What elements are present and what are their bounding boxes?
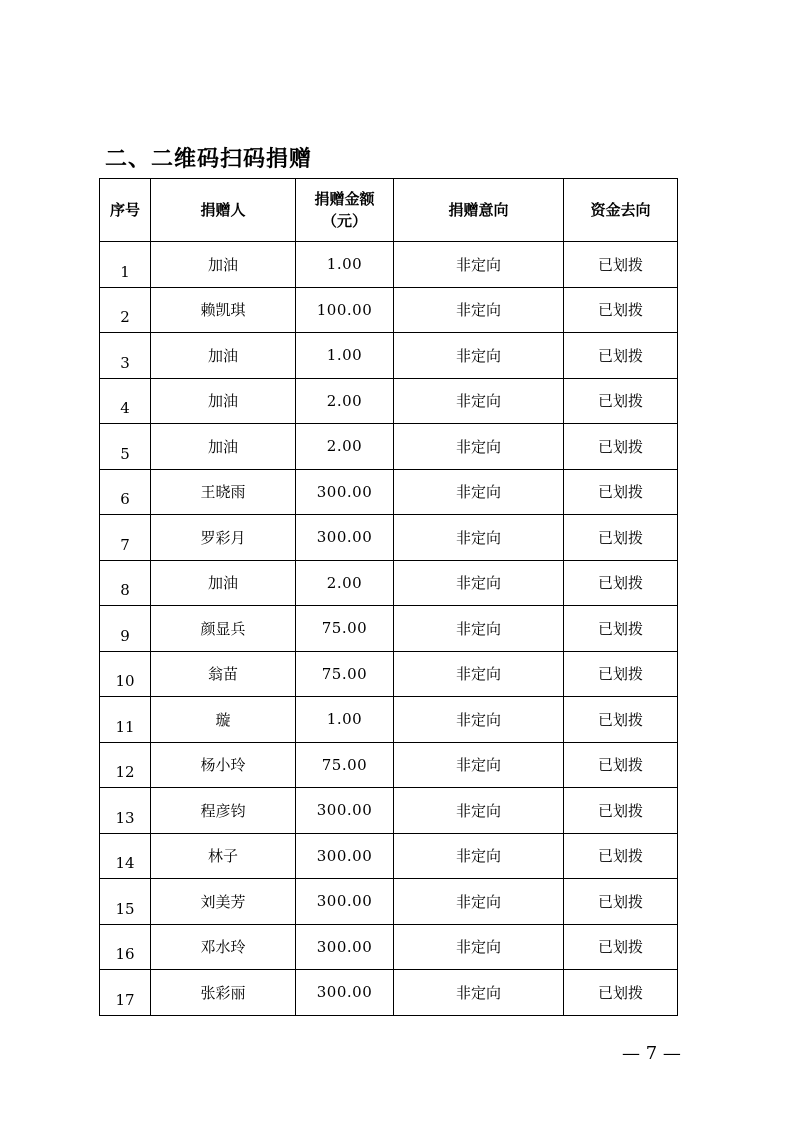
cell-index <box>100 515 151 561</box>
table-row <box>100 742 678 788</box>
cell-amount <box>296 651 394 697</box>
table-row <box>100 287 678 333</box>
cell-intent-text: 非定向 <box>455 619 501 638</box>
cell-amount-text: 300.00 <box>316 937 373 956</box>
cell-index-text: 8 <box>120 581 130 599</box>
cell-index-text: 16 <box>115 945 135 963</box>
cell-intent-text: 非定向 <box>455 346 501 365</box>
table-row <box>100 242 678 288</box>
cell-intent-text: 非定向 <box>455 392 501 411</box>
cell-intent <box>394 469 564 515</box>
cell-destination <box>564 651 678 697</box>
cell-index <box>100 606 151 652</box>
table-row <box>100 560 678 606</box>
table-row <box>100 606 678 652</box>
cell-intent <box>394 879 564 925</box>
cell-amount-text: 300.00 <box>316 528 373 547</box>
cell-index <box>100 924 151 970</box>
cell-destination <box>564 606 678 652</box>
cell-intent <box>394 560 564 606</box>
cell-donor-text: 王晓雨 <box>200 483 246 502</box>
cell-amount <box>296 697 394 743</box>
cell-index-text: 6 <box>120 490 130 508</box>
cell-index <box>100 469 151 515</box>
cell-intent <box>394 788 564 834</box>
cell-destination <box>564 378 678 424</box>
cell-destination <box>564 424 678 470</box>
cell-intent <box>394 833 564 879</box>
cell-amount-text: 75.00 <box>321 619 368 638</box>
cell-index-text: 13 <box>115 808 135 827</box>
cell-index-text: 5 <box>120 444 130 463</box>
cell-intent <box>394 287 564 333</box>
header-destination: 资金去向 <box>564 179 678 242</box>
cell-intent-text: 非定向 <box>455 938 501 957</box>
cell-index <box>100 833 151 879</box>
cell-destination <box>564 833 678 879</box>
cell-amount <box>296 333 394 379</box>
cell-destination <box>564 788 678 834</box>
cell-amount-text: 2.00 <box>326 573 363 592</box>
cell-donor-text: 翁苗 <box>207 665 238 684</box>
table-header <box>100 179 678 242</box>
cell-destination-text: 已划拨 <box>597 301 643 320</box>
cell-index <box>100 378 151 424</box>
table-row <box>100 970 678 1016</box>
cell-amount <box>296 424 394 470</box>
cell-intent-text: 非定向 <box>455 437 501 456</box>
cell-donor <box>151 424 296 470</box>
cell-intent-text: 非定向 <box>455 301 501 320</box>
cell-donor <box>151 469 296 515</box>
table-row <box>100 424 678 470</box>
cell-destination <box>564 742 678 788</box>
cell-intent-text: 非定向 <box>455 710 501 729</box>
header-amount <box>296 179 394 242</box>
cell-intent-text: 非定向 <box>455 847 501 866</box>
cell-donor-text: 程彦钧 <box>200 801 246 820</box>
cell-intent <box>394 424 564 470</box>
cell-intent <box>394 378 564 424</box>
donation-table <box>99 178 678 1016</box>
header-index: 序号 <box>100 179 151 242</box>
cell-donor-text: 罗彩月 <box>200 528 246 547</box>
cell-donor-text: 加油 <box>207 392 238 411</box>
cell-intent <box>394 970 564 1016</box>
cell-intent-text: 非定向 <box>455 665 501 684</box>
cell-intent-text: 非定向 <box>455 483 501 502</box>
header-intent: 捐赠意向 <box>394 179 564 242</box>
cell-donor <box>151 378 296 424</box>
cell-destination-text: 已划拨 <box>597 847 643 866</box>
cell-amount-text: 1.00 <box>326 255 363 274</box>
cell-intent-text: 非定向 <box>455 255 501 274</box>
cell-intent <box>394 333 564 379</box>
cell-donor-text: 张彩丽 <box>200 983 246 1002</box>
cell-donor <box>151 742 296 788</box>
cell-destination-text: 已划拨 <box>597 346 643 365</box>
header-amount-line2: （元） <box>321 212 367 230</box>
cell-destination <box>564 560 678 606</box>
cell-intent-text: 非定向 <box>455 801 501 820</box>
cell-amount-text: 2.00 <box>326 437 363 456</box>
cell-index <box>100 697 151 743</box>
cell-destination <box>564 970 678 1016</box>
cell-index-text: 3 <box>120 353 130 372</box>
cell-index-text: 9 <box>120 626 130 645</box>
cell-donor <box>151 833 296 879</box>
table-row <box>100 515 678 561</box>
cell-amount <box>296 560 394 606</box>
cell-donor <box>151 788 296 834</box>
header-amount-line1: 捐赠金额 <box>314 190 375 208</box>
cell-amount-text: 75.00 <box>321 664 368 683</box>
table-row <box>100 651 678 697</box>
cell-destination <box>564 697 678 743</box>
cell-donor <box>151 651 296 697</box>
table-row <box>100 924 678 970</box>
cell-intent <box>394 924 564 970</box>
cell-amount <box>296 469 394 515</box>
cell-amount-text: 1.00 <box>326 710 363 729</box>
cell-donor <box>151 924 296 970</box>
cell-destination <box>564 242 678 288</box>
cell-index <box>100 560 151 606</box>
cell-amount-text: 1.00 <box>326 346 363 365</box>
cell-intent <box>394 515 564 561</box>
cell-donor-text: 加油 <box>207 437 238 456</box>
cell-destination <box>564 287 678 333</box>
cell-index-text: 12 <box>115 763 135 781</box>
cell-amount <box>296 515 394 561</box>
cell-destination <box>564 924 678 970</box>
cell-index-text: 1 <box>120 262 130 281</box>
cell-donor-text: 加油 <box>207 574 238 593</box>
cell-amount-text: 300.00 <box>316 801 373 820</box>
cell-index-text: 7 <box>120 535 130 554</box>
cell-donor <box>151 560 296 606</box>
cell-destination <box>564 515 678 561</box>
cell-amount-text: 75.00 <box>321 755 368 774</box>
cell-intent-text: 非定向 <box>455 756 501 775</box>
table-row <box>100 879 678 925</box>
cell-amount-text: 100.00 <box>316 300 373 319</box>
cell-destination-text: 已划拨 <box>597 983 643 1002</box>
cell-amount-text: 300.00 <box>316 482 373 501</box>
table-row <box>100 469 678 515</box>
cell-intent <box>394 242 564 288</box>
cell-destination <box>564 879 678 925</box>
table-row <box>100 333 678 379</box>
table-row <box>100 378 678 424</box>
cell-index <box>100 651 151 697</box>
cell-index <box>100 333 151 379</box>
cell-index <box>100 879 151 925</box>
cell-destination-text: 已划拨 <box>597 710 643 729</box>
cell-destination-text: 已划拨 <box>597 255 643 274</box>
cell-index-text: 14 <box>115 854 135 872</box>
cell-donor-text: 杨小玲 <box>200 756 246 775</box>
cell-index <box>100 788 151 834</box>
header-donor: 捐赠人 <box>151 179 296 242</box>
cell-amount-text: 300.00 <box>316 983 373 1002</box>
cell-donor-text: 邓水玲 <box>200 938 246 957</box>
cell-index <box>100 970 151 1016</box>
cell-amount <box>296 970 394 1016</box>
cell-donor-text: 赖凯琪 <box>200 301 246 320</box>
cell-index-text: 15 <box>115 899 135 918</box>
cell-amount-text: 300.00 <box>316 846 373 865</box>
cell-donor <box>151 697 296 743</box>
cell-amount <box>296 788 394 834</box>
cell-amount-text: 2.00 <box>326 391 363 410</box>
cell-amount <box>296 378 394 424</box>
cell-index <box>100 424 151 470</box>
cell-destination-text: 已划拨 <box>597 483 643 502</box>
cell-index-text: 2 <box>120 308 130 326</box>
cell-destination-text: 已划拨 <box>597 801 643 820</box>
section-title: 二、二维码扫码捐赠 <box>105 147 313 172</box>
cell-donor-text: 刘美芳 <box>200 892 246 911</box>
cell-intent <box>394 606 564 652</box>
cell-destination-text: 已划拨 <box>597 619 643 638</box>
cell-index-text: 17 <box>115 990 135 1009</box>
cell-amount <box>296 287 394 333</box>
table-row <box>100 788 678 834</box>
cell-destination-text: 已划拨 <box>597 437 643 456</box>
cell-intent <box>394 697 564 743</box>
table-body <box>100 242 678 1016</box>
cell-intent <box>394 651 564 697</box>
cell-destination-text: 已划拨 <box>597 392 643 411</box>
header-row <box>100 179 678 242</box>
table-row <box>100 833 678 879</box>
cell-destination-text: 已划拨 <box>597 665 643 684</box>
cell-intent-text: 非定向 <box>455 892 501 911</box>
cell-donor-text: 加油 <box>207 346 238 365</box>
cell-intent-text: 非定向 <box>455 983 501 1002</box>
cell-donor-text: 林子 <box>207 847 238 866</box>
cell-index-text: 11 <box>115 717 135 736</box>
cell-intent-text: 非定向 <box>455 574 501 593</box>
cell-donor-text: 璇 <box>215 710 231 729</box>
cell-destination <box>564 333 678 379</box>
cell-destination-text: 已划拨 <box>597 756 643 775</box>
cell-destination-text: 已划拨 <box>597 892 643 911</box>
cell-amount <box>296 742 394 788</box>
cell-donor <box>151 515 296 561</box>
cell-donor <box>151 970 296 1016</box>
cell-amount <box>296 606 394 652</box>
cell-destination-text: 已划拨 <box>597 574 643 593</box>
cell-donor <box>151 333 296 379</box>
cell-intent-text: 非定向 <box>455 528 501 547</box>
cell-amount <box>296 833 394 879</box>
cell-amount <box>296 242 394 288</box>
cell-destination-text: 已划拨 <box>597 528 643 547</box>
cell-donor <box>151 242 296 288</box>
table-row <box>100 697 678 743</box>
cell-donor-text: 加油 <box>207 255 238 274</box>
cell-destination <box>564 469 678 515</box>
cell-index-text: 10 <box>115 672 135 690</box>
cell-donor-text: 颜显兵 <box>200 619 246 638</box>
cell-destination-text: 已划拨 <box>597 938 643 957</box>
cell-donor <box>151 606 296 652</box>
cell-donor <box>151 287 296 333</box>
cell-index <box>100 742 151 788</box>
cell-donor <box>151 879 296 925</box>
cell-index <box>100 242 151 288</box>
cell-amount-text: 300.00 <box>316 892 373 911</box>
page-number: — 7 — <box>622 1043 681 1064</box>
cell-intent <box>394 742 564 788</box>
cell-amount <box>296 924 394 970</box>
cell-index <box>100 287 151 333</box>
cell-index-text: 4 <box>120 399 130 417</box>
cell-amount <box>296 879 394 925</box>
